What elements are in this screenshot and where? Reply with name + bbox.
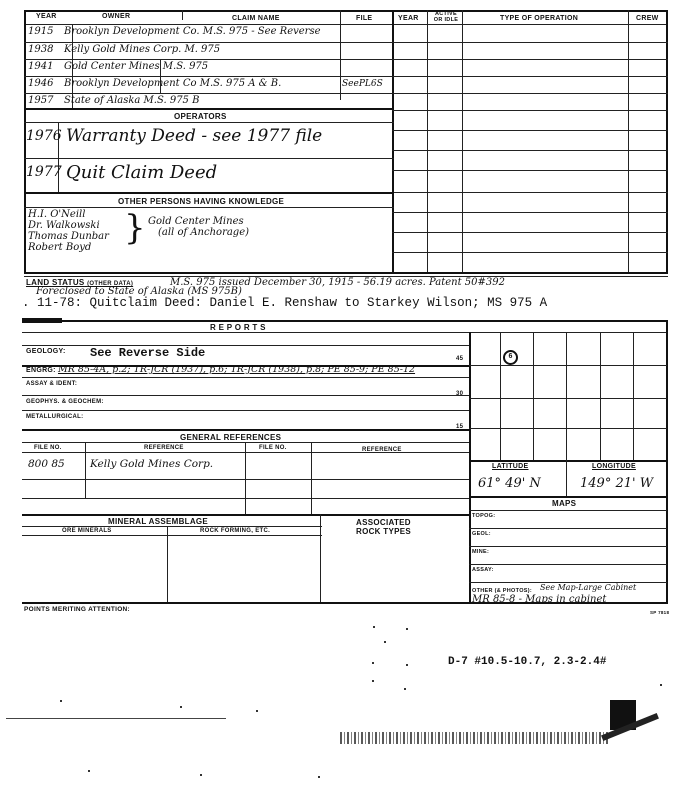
refs-file-no-header: FILE NO. — [34, 445, 62, 451]
land-status-label-text: LAND STATUS — [26, 278, 85, 287]
owner-year-2: 1938 — [28, 44, 54, 55]
owner-entry-1: Brooklyn Development Co. M.S. 975 - See Reverse — [64, 26, 321, 37]
assay-map-label: ASSAY: — [472, 567, 494, 573]
header-year-2: YEAR — [398, 15, 419, 22]
other-photos-value-2: MR 85-8 - Maps in cabinet — [472, 594, 607, 605]
reports-label: R E P O R T S — [210, 323, 266, 332]
owner-entry-4: Brooklyn Development Co M.S. 975 A & B. — [64, 78, 282, 89]
operator-year-2: 1977 — [26, 164, 62, 180]
header-file: FILE — [356, 15, 373, 22]
mine-label: MINE: — [472, 549, 490, 555]
owner-year-5: 1957 — [28, 95, 54, 106]
owner-year-3: 1941 — [28, 61, 54, 72]
location-marker: 6 — [503, 350, 518, 365]
operator-entry-2: Quit Claim Deed — [66, 162, 218, 183]
associated-label: ASSOCIATED — [356, 518, 411, 527]
header-crew: CREW — [636, 15, 659, 22]
maps-label: MAPS — [552, 499, 577, 508]
mineral-label: MINERAL ASSEMBLAGE — [108, 517, 209, 526]
header-active-or-idle: ACTIVE OR IDLE — [433, 11, 459, 23]
form-number: SP 7818 — [650, 610, 670, 615]
engrg-label: ENGRG: — [26, 367, 56, 374]
knowledge-note-1: Gold Center Mines — [148, 216, 244, 227]
margin-45: 45 — [456, 356, 464, 362]
document-code: D-7 #10.5-10.7, 2.3-2.4# — [448, 656, 607, 668]
other-photos-value-1: See Map-Large Cabinet — [540, 583, 637, 592]
margin-15: 15 — [456, 424, 464, 430]
refs-reference-header-2: REFERENCE — [362, 447, 402, 453]
header-claim-name: CLAIM NAME — [232, 15, 280, 22]
margin-30: 30 — [456, 391, 464, 397]
operator-entry-1: Warranty Deed - see 1977 file — [66, 126, 323, 146]
longitude-label: LONGITUDE — [592, 463, 636, 470]
knowledge-name-2: Dr. Walkowski — [28, 220, 100, 231]
owner-entry-5: State of Alaska M.S. 975 B — [64, 95, 200, 106]
knowledge-name-4: Robert Boyd — [28, 242, 92, 253]
owner-year-4: 1946 — [28, 78, 54, 89]
operators-label: OPERATORS — [174, 112, 227, 121]
topog-label: TOPOG: — [472, 513, 496, 519]
refs-row1-file: 800 85 — [28, 458, 65, 470]
rock-forming-header: ROCK FORMING, ETC. — [200, 528, 271, 534]
longitude-value: 149° 21' W — [580, 476, 654, 491]
owner-file-4: SeePL6S — [342, 79, 383, 89]
knowledge-note-2: (all of Anchorage) — [158, 227, 250, 238]
refs-reference-header: REFERENCE — [144, 445, 184, 451]
header-type-of-operation: TYPE OF OPERATION — [500, 15, 579, 22]
owner-year-1: 1915 — [28, 26, 54, 37]
land-status-hw-1: M.S. 975 issued December 30, 1915 - 56.19 acres. Patent 50#392 — [170, 277, 505, 288]
latitude-value: 61° 49' N — [478, 476, 541, 491]
points-attention-label: POINTS MERITING ATTENTION: — [24, 606, 131, 613]
knowledge-name-1: H.I. O'Neill — [28, 209, 86, 220]
geology-label: GEOLOGY: — [26, 348, 66, 355]
knowledge-name-3: Thomas Dunbar — [28, 231, 109, 242]
latitude-label: LATITUDE — [492, 463, 529, 470]
general-refs-label: GENERAL REFERENCES — [180, 433, 282, 442]
land-status-hw-2: Foreclosed to State of Alaska (MS 975B) — [36, 286, 242, 297]
operator-year-1: 1976 — [26, 128, 62, 144]
ore-minerals-header: ORE MINERALS — [62, 528, 112, 534]
header-owner: OWNER — [102, 13, 131, 20]
owner-entry-3: Gold Center Mines M.S. 975 — [64, 61, 209, 72]
header-year: YEAR — [36, 13, 57, 20]
brace-mark: } — [124, 208, 146, 248]
owner-entry-2: Kelly Gold Mines Corp. M. 975 — [64, 44, 221, 55]
refs-row1-reference: Kelly Gold Mines Corp. — [90, 458, 214, 470]
geophys-label: GEOPHYS. & GEOCHEM: — [26, 399, 104, 405]
geol-label: GEOL: — [472, 531, 491, 537]
metallurgical-label: METALLURGICAL: — [26, 414, 84, 420]
refs-file-no-header-2: FILE NO. — [259, 445, 287, 451]
land-status-typed: . 11-78: Quitclaim Deed: Daniel E. Renshaw to Starkey Wilson; MS 975 A — [22, 296, 548, 310]
assay-label: ASSAY & IDENT: — [26, 381, 78, 387]
engrg-value: MR 85-4A, p.2; TR-JCR (1937), p.6; TR-JCR (1938), p.8; PE 85-9; PE 85-12 — [58, 364, 416, 375]
knowledge-label: OTHER PERSONS HAVING KNOWLEDGE — [118, 197, 285, 206]
other-photos-label: OTHER (& PHOTOS): — [472, 588, 532, 594]
rock-types-label: ROCK TYPES — [356, 527, 412, 536]
land-status-sublabel: (OTHER DATA) — [87, 281, 134, 287]
geology-value: See Reverse Side — [90, 346, 206, 360]
